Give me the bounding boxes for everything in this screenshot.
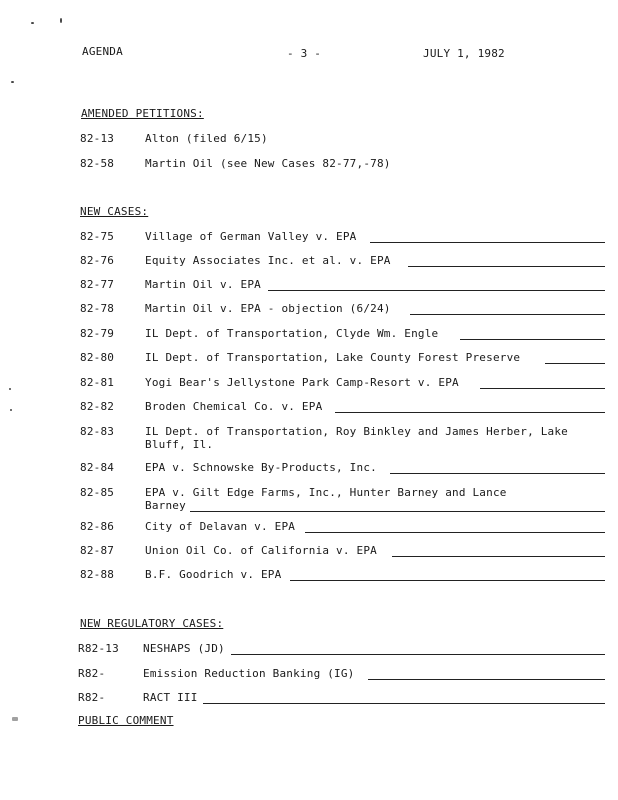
case-number: 82-88 — [80, 568, 115, 581]
case-number: 82-81 — [80, 376, 115, 389]
entry-rule — [408, 266, 605, 267]
entry-rule — [203, 703, 605, 704]
case-number: 82-82 — [80, 400, 115, 413]
case-number: 82-86 — [80, 520, 115, 533]
scan-speck — [31, 22, 34, 24]
scan-speck — [11, 81, 14, 83]
entry-rule — [190, 511, 605, 512]
entry-rule — [335, 412, 605, 413]
scan-speck — [12, 717, 18, 721]
case-title: Yogi Bear's Jellystone Park Camp-Resort v. EPA — [145, 376, 459, 389]
case-number: 82-79 — [80, 327, 115, 340]
case-title: Martin Oil v. EPA — [145, 278, 261, 291]
entry-rule — [231, 654, 605, 655]
case-title: Equity Associates Inc. et al. v. EPA — [145, 254, 391, 267]
entry-rule — [545, 363, 605, 364]
case-number: 82-80 — [80, 351, 115, 364]
case-title: Martin Oil (see New Cases 82-77,-78) — [145, 157, 391, 170]
page-number: - 3 - — [287, 47, 322, 60]
regulatory-cases-heading: NEW REGULATORY CASES: — [80, 617, 224, 630]
public-comment-heading: PUBLIC COMMENT — [78, 714, 174, 727]
new-cases-heading: NEW CASES: — [80, 205, 149, 218]
entry-rule — [368, 679, 605, 680]
header-title: AGENDA — [82, 45, 123, 58]
case-number: 82-75 — [80, 230, 115, 243]
case-number: R82- — [78, 691, 106, 704]
scan-speck — [9, 388, 11, 390]
case-number: 82-13 — [80, 132, 115, 145]
case-title: RACT III — [143, 691, 198, 704]
case-title: Emission Reduction Banking (IG) — [143, 667, 355, 680]
case-title: Village of German Valley v. EPA — [145, 230, 357, 243]
entry-rule — [290, 580, 605, 581]
entry-rule — [305, 532, 605, 533]
case-title: B.F. Goodrich v. EPA — [145, 568, 282, 581]
case-number: 82-85 — [80, 486, 115, 499]
case-title: Alton (filed 6/15) — [145, 132, 268, 145]
entry-rule — [370, 242, 605, 243]
case-number: 82-76 — [80, 254, 115, 267]
entry-rule — [460, 339, 605, 340]
case-number: 82-58 — [80, 157, 115, 170]
case-number: 82-83 — [80, 425, 115, 438]
list-item — [80, 425, 608, 453]
scan-speck — [60, 18, 62, 23]
case-number: R82- — [78, 667, 106, 680]
list-item — [80, 486, 608, 514]
case-title: EPA v. Gilt Edge Farms, Inc., Hunter Barney and Lance Barney — [145, 486, 507, 512]
case-title: Broden Chemical Co. v. EPA — [145, 400, 323, 413]
case-title: Martin Oil v. EPA - objection (6/24) — [145, 302, 391, 315]
case-title: IL Dept. of Transportation, Lake County Forest Preserve — [145, 351, 521, 364]
case-number: 82-84 — [80, 461, 115, 474]
entry-rule — [390, 473, 605, 474]
case-title: City of Delavan v. EPA — [145, 520, 296, 533]
scan-speck — [10, 409, 12, 411]
case-title: IL Dept. of Transportation, Roy Binkley and James Herber, Lake Bluff, Il. — [145, 425, 568, 451]
case-title: EPA v. Schnowske By-Products, Inc. — [145, 461, 377, 474]
case-title: IL Dept. of Transportation, Clyde Wm. Engle — [145, 327, 439, 340]
header-date: JULY 1, 1982 — [423, 47, 505, 60]
entry-rule — [392, 556, 605, 557]
case-number: 82-77 — [80, 278, 115, 291]
case-number: 82-78 — [80, 302, 115, 315]
entry-rule — [410, 314, 605, 315]
entry-rule — [268, 290, 605, 291]
case-number: 82-87 — [80, 544, 115, 557]
entry-rule — [480, 388, 605, 389]
case-title: NESHAPS (JD) — [143, 642, 225, 655]
case-title: Union Oil Co. of California v. EPA — [145, 544, 377, 557]
amended-petitions-heading: AMENDED PETITIONS: — [81, 107, 204, 120]
case-number: R82-13 — [78, 642, 119, 655]
